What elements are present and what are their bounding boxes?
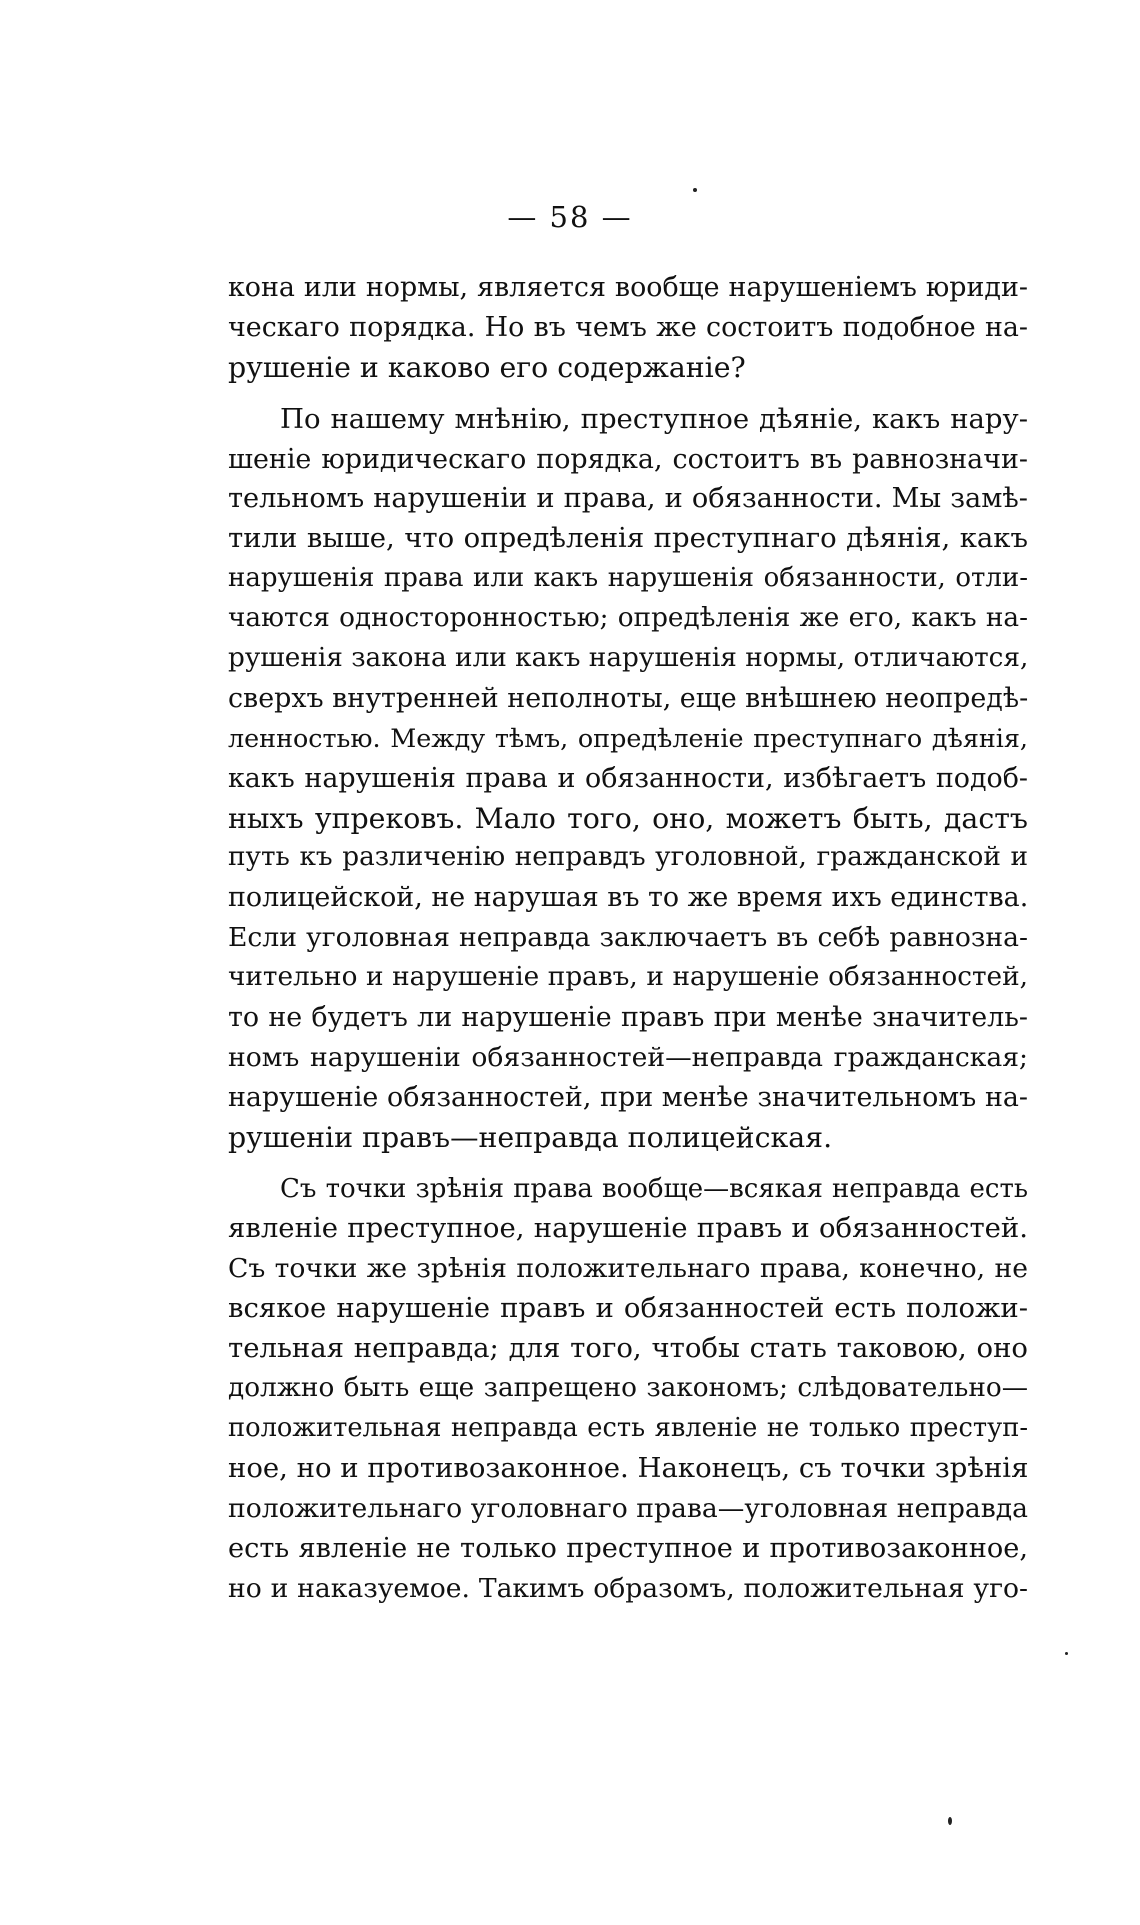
text-line: сверхъ внутренней неполноты, еще внѣшнею неопредѣ- [228,682,1028,714]
text-line: Если уголовная неправда заключаетъ въ себѣ равнозна- [228,922,1028,954]
text-line: но и наказуемое. Такимъ образомъ, положительная уго- [228,1572,1028,1604]
text-line: нарушеніе обязанностей, при менѣе значительномъ на- [228,1081,1028,1113]
scan-speck [948,1817,952,1825]
text-line: всякое нарушеніе правъ и обязанностей есть положи- [228,1292,1028,1325]
text-line: тельномъ нарушеніи и права, и обязанности. Мы замѣ- [228,483,1028,515]
paragraph [228,400,1028,1158]
text-line: чаются односторонностью; опредѣленія же его, какъ на- [228,603,1028,634]
text-line: ное, но и противозаконное. Наконецъ, съ точки зрѣнія [228,1451,1028,1484]
text-line: должно быть еще запрещено закономъ; слѣдовательно— [228,1373,1028,1404]
scan-speck [1065,1652,1068,1655]
text-line: ныхъ упрековъ. Мало того, оно, можетъ быть, дастъ [228,801,1028,835]
text-line: положительнаго уголовнаго права—уголовная неправда [228,1492,1028,1524]
text-line: положительная неправда есть явленіе не только преступ- [228,1412,1028,1443]
body-text [228,268,1028,1608]
page-number: — 58 — [507,200,633,234]
text-line: Съ точки зрѣнія права вообще—всякая неправда есть [280,1173,1028,1204]
text-line: номъ нарушеніи обязанностей—неправда гражданская; [228,1041,1028,1073]
text-line: рушенія закона или какъ нарушенія нормы, отличаются, [228,643,1028,674]
text-line: рушеніе и каково его содержаніе? [228,350,746,384]
text-line: ческаго порядка. Но въ чемъ же состоитъ подобное на- [228,311,1028,343]
text-line: путь къ различенію неправдъ уголовной, гражданской и [228,842,1028,873]
text-line: тельная неправда; для того, чтобы стать таковою, оно [228,1332,1028,1365]
text-line: нарушенія права или какъ нарушенія обязанности, отли- [228,563,1028,594]
scan-speck [693,188,697,192]
text-line: полицейской, не нарушая въ то же время ихъ единства. [228,882,1028,914]
paragraph [228,1170,1028,1609]
text-line: ленностью. Между тѣмъ, опредѣленіе преступнаго дѣянія, [228,722,1028,753]
text-line: какъ нарушенія права и обязанности, избѣгаетъ подоб- [228,762,1028,794]
text-line: Съ точки же зрѣнія положительнаго права, конечно, не [228,1253,1028,1285]
text-line: По нашему мнѣнію, преступное дѣяніе, какъ нару- [280,402,1028,435]
text-line: рушеніи правъ—неправда полицейская. [228,1120,833,1154]
text-line: то не будетъ ли нарушеніе правъ при менѣе значитель- [228,1002,1028,1034]
text-line: чительно и нарушеніе правъ, и нарушеніе обязанностей, [228,962,1028,993]
paragraph [228,268,1028,388]
text-line: кона или нормы, является вообще нарушеніемъ юриди- [228,272,1028,303]
text-line: тили выше, что опредѣленія преступнаго дѣянія, какъ [228,522,1028,555]
text-line: явленіе преступное, нарушеніе правъ и обязанностей. [228,1212,1028,1245]
text-line: шеніе юридическаго порядка, состоитъ въ равнозначи- [228,443,1028,475]
text-line: есть явленіе не только преступное и противозаконное, [228,1532,1028,1564]
